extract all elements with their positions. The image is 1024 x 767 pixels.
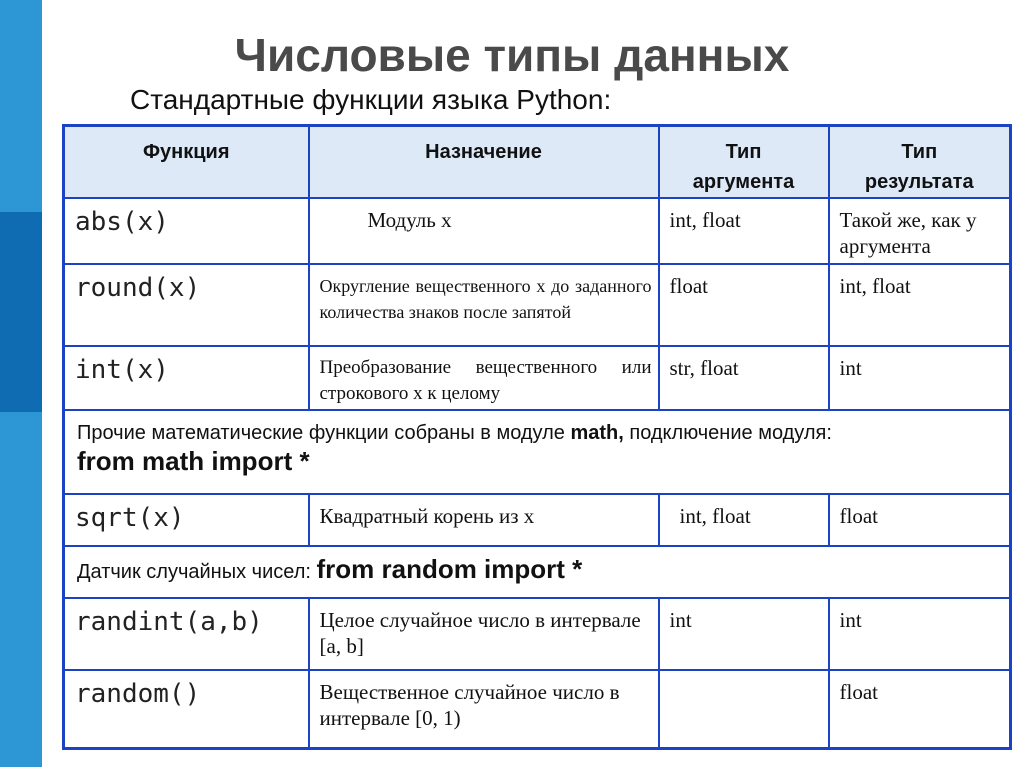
slide-subtitle: Стандартные функции языка Python: [130,84,612,115]
header-arg-type: Тип аргумента [659,126,829,199]
function-description: Модуль x [309,198,659,264]
table-row [64,264,1011,346]
table-header-row [64,126,1011,199]
random-import-statement: from random import * [316,554,583,584]
function-description: Квадратный корень из x [309,494,659,546]
table-row [64,494,1011,546]
header-result-type: Тип результата [829,126,1011,199]
function-name: int(x) [64,346,309,410]
result-type: int, float [829,264,1011,346]
side-accent-bar-dark [0,212,42,412]
math-import-statement: from math import * [77,446,310,476]
function-description: Преобразование вещественного или строкового x к целому [309,346,659,410]
function-name: sqrt(x) [64,494,309,546]
result-type: int [829,598,1011,670]
argument-type: int, float [659,198,829,264]
header-purpose: Назначение [309,126,659,199]
functions-table [62,124,1012,750]
function-description: Округление вещественного x до заданного количества знаков после запятой [309,264,659,346]
argument-type: str, float [659,346,829,410]
math-note-row [64,410,1011,494]
table-row [64,670,1011,748]
table-row [64,198,1011,264]
argument-type: int, float [659,494,829,546]
table-row [64,598,1011,670]
slide-title: Числовые типы данных [234,29,790,81]
argument-type: float [659,264,829,346]
argument-type: int [659,598,829,670]
math-module-note: Прочие математические функции собраны в модуле math, подключение модуля: from math import * [64,410,1011,494]
function-name: round(x) [64,264,309,346]
result-type: float [829,670,1011,748]
function-name: randint(a,b) [64,598,309,670]
header-function: Функция [64,126,309,199]
table-row [64,346,1011,410]
function-description: Целое случайное число в интервале [a, b] [309,598,659,670]
random-module-note: Датчик случайных чисел: from random import * [64,546,1011,598]
function-description: Вещественное случайное число в интервале [0, 1) [309,670,659,748]
function-name: abs(x) [64,198,309,264]
random-note-row [64,546,1011,598]
result-type: Такой же, как у аргумента [829,198,1011,264]
argument-type [659,670,829,748]
result-type: int [829,346,1011,410]
result-type: float [829,494,1011,546]
function-name: random() [64,670,309,748]
